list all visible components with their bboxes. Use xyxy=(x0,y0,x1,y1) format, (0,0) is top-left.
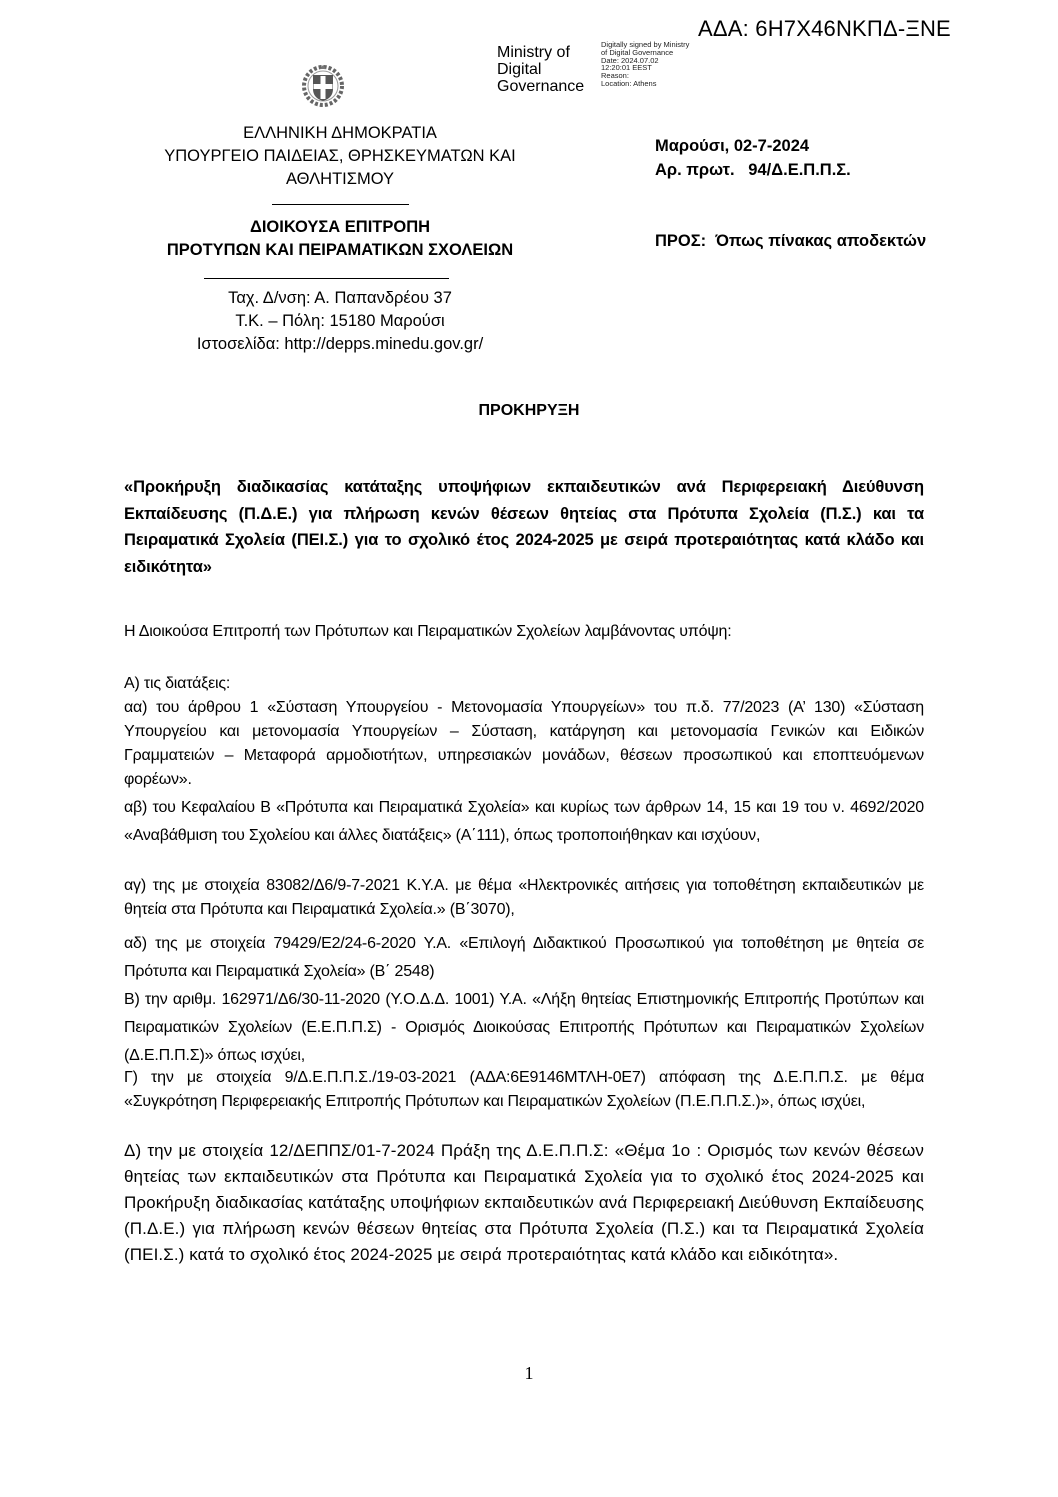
document-meta xyxy=(655,134,851,182)
document-title: ΠΡΟΚΗΡΥΞΗ xyxy=(478,402,580,419)
address-block xyxy=(140,287,540,356)
paragraph: Γ) την με στοιχεία 9/Δ.Ε.Π.Π.Σ./19-03-2021 (ΑΔΑ:6Ε9146ΜΤΛΗ-0Ε7) απόφαση της Δ.Ε.Π.Π.Σ. με θέμα «Συγκρότηση Περιφερειακής Επιτροπής Πρότυπων και Πειραματικών Σχολείων (Π.Ε.Π.Π.Σ.)», όπως ισχύει, xyxy=(124,1069,924,1110)
signature-name-line: Digital xyxy=(497,61,542,78)
signature-detail-line: Date: 2024.07.02 xyxy=(601,55,659,65)
page-number: 1 xyxy=(524,1363,534,1383)
paragraph: Β) την αριθμ. 162971/Δ6/30-11-2020 (Υ.Ο.Δ.Δ. 1001) Υ.Α. «Λήξη θητείας Επιστημονικής Επιτροπής Προτύπων και Πειραματικών Σχολείων (Ε.Ε.Π.Π.Σ) - Ορισμός Διοικούσας Επιτροπής Πρότυπων και Πειραματικών Σχολείων (Δ.Ε.Π.Π.Σ)» όπως ισχύει, xyxy=(124,991,924,1064)
greek-coat-of-arms-icon xyxy=(300,62,346,108)
committee-line: ΠΡΟΤΥΠΩΝ ΚΑΙ ΠΕΙΡΑΜΑΤΙΚΩΝ ΣΧΟΛΕΙΩΝ xyxy=(166,241,514,259)
address-line: Τ.Κ. – Πόλη: 15180 Μαρούσι xyxy=(235,312,445,330)
ministry-header xyxy=(140,122,540,191)
divider xyxy=(272,190,409,205)
signature-detail-line: of Digital Governance xyxy=(601,47,674,57)
signature-details xyxy=(601,41,689,88)
paragraph: Α) τις διατάξεις: xyxy=(124,675,231,692)
signature-detail-line: Digitally signed by Ministry xyxy=(601,40,690,49)
provisions-block-ag xyxy=(124,874,924,922)
paragraph: αδ) της με στοιχεία 79429/Ε2/24-6-2020 Υ.Α. «Επιλογή Διδακτικού Προσωπικού για τοποθέτηση με θητεία σε Πρότυπα και Πειραματικά Σχολεία» (Β΄ 2548) xyxy=(124,935,924,980)
website-link[interactable]: Ιστοσελίδα: http://depps.minedu.gov.gr/ xyxy=(196,335,484,353)
provisions-block-d xyxy=(124,1138,924,1268)
ada-code: ΑΔΑ: 6Η7Χ46ΝΚΠΔ-ΞΝΕ xyxy=(698,16,951,41)
paragraph: Δ) την με στοιχεία 12/ΔΕΠΠΣ/01-7-2024 Πράξη της Δ.Ε.Π.Π.Σ: «Θέμα 1ο : Ορισμός των κενών θέσεων θητείας των εκπαιδευτικών στα Πρότυπα και Πειραματικά Σχολεία για το σχολικό έτος 2024-2025 και Προκήρυξη διαδικασίας κατάταξης υποψήφιων εκπαιδευτικών ανά Περιφερειακή Διεύθυνση Εκπαίδευσης (Π.Δ.Ε.) για πλήρωση κενών θέσεων θητείας στα Πρότυπα Σχολεία (Π.Σ.) και τα Πειραματικά Σχολεία (ΠΕΙ.Σ.) κατά το σχολικό έτος 2024-2025 με σειρά προτεραιότητας κατά κλάδο και ειδικότητα». xyxy=(124,1141,924,1264)
signature-name-line: Ministry of xyxy=(497,44,570,61)
committee-line: ΔΙΟΙΚΟΥΣΑ ΕΠΙΤΡΟΠΗ xyxy=(249,218,431,236)
signature-name xyxy=(497,44,584,95)
provisions-block-a xyxy=(124,672,924,792)
header-line: ΑΘΛΗΤΙΣΜΟΥ xyxy=(285,170,395,188)
paragraph: αα) του άρθρου 1 «Σύσταση Υπουργείου - Μετονομασία Υπουργείων» του π.δ. 77/2023 (Α’ 130) «Σύσταση Υπουργείου και μετονομασία Υπουργείων – Σύσταση, κατάργηση και μετονομασία Γενικών και Ειδικών Γραμματειών – Μεταφορά αρμοδιοτήτων, υπηρεσιακών μονάδων, θέσεων προσωπικού και εποπτευόμενων φορέων». xyxy=(124,699,924,788)
provisions-block-ad xyxy=(124,930,924,986)
protocol-number: Αρ. πρωτ. 94/Δ.Ε.Π.Π.Σ. xyxy=(655,161,851,179)
address-line: Ταχ. Δ/νση: Α. Παπανδρέου 37 xyxy=(228,289,452,307)
paragraph: αγ) της με στοιχεία 83082/Δ6/9-7-2021 Κ.Υ.Α. με θέμα «Ηλεκτρονικές αιτήσεις για τοποθέτηση εκπαιδευτικών με θητεία στα Πρότυπα και Πειραματικά Σχολεία.» (Β΄3070), xyxy=(124,877,924,918)
divider xyxy=(204,264,449,279)
header-line: ΥΠΟΥΡΓΕΙΟ ΠΑΙΔΕΙΑΣ, ΘΡΗΣΚΕΥΜΑΤΩΝ ΚΑΙ xyxy=(164,147,516,165)
subject: «Προκήρυξη διαδικασίας κατάταξης υποψήφιων εκπαιδευτικών ανά Περιφερειακή Διεύθυνση Εκπαίδευσης (Π.Δ.Ε.) για πλήρωση κενών θέσεων θητείας στα Πρότυπα Σχολεία (Π.Σ.) και τα Πειραματικά Σχολεία (ΠΕΙ.Σ.) για το σχολικό έτος 2024-2025 με σειρά προτεραιότητας κατά κλάδο και ειδικότητα» xyxy=(124,478,924,576)
provisions-block-c xyxy=(124,1066,924,1114)
signature-detail-line: 12:20:01 EEST xyxy=(601,63,652,73)
place-date: Μαρούσι, 02-7-2024 xyxy=(655,137,810,155)
intro-text: Η Διοικούσα Επιτροπή των Πρότυπων και Πειραματικών Σχολείων λαμβάνοντας υπόψη: xyxy=(124,623,732,640)
recipients: ΠΡΟΣ: Όπως πίνακας αποδεκτών xyxy=(655,232,927,250)
header-line: ΕΛΛΗΝΙΚΗ ΔΗΜΟΚΡΑΤΙΑ xyxy=(243,124,437,142)
provisions-block-ab xyxy=(124,794,924,850)
paragraph: αβ) του Κεφαλαίου Β «Πρότυπα και Πειραματικά Σχολεία» και κυρίως των άρθρων 14, 15 και 19 του ν. 4692/2020 «Αναβάθμιση του Σχολείου και άλλες διατάξεις» (Α΄111), όπως τροποποιήθηκαν και ισχύουν, xyxy=(124,799,924,844)
signature-detail-line: Location: Athens xyxy=(601,78,657,88)
signature-detail-line: Reason: xyxy=(601,71,629,81)
committee-header xyxy=(140,216,540,262)
signature-name-line: Governance xyxy=(497,78,585,95)
provisions-block-b xyxy=(124,986,924,1070)
